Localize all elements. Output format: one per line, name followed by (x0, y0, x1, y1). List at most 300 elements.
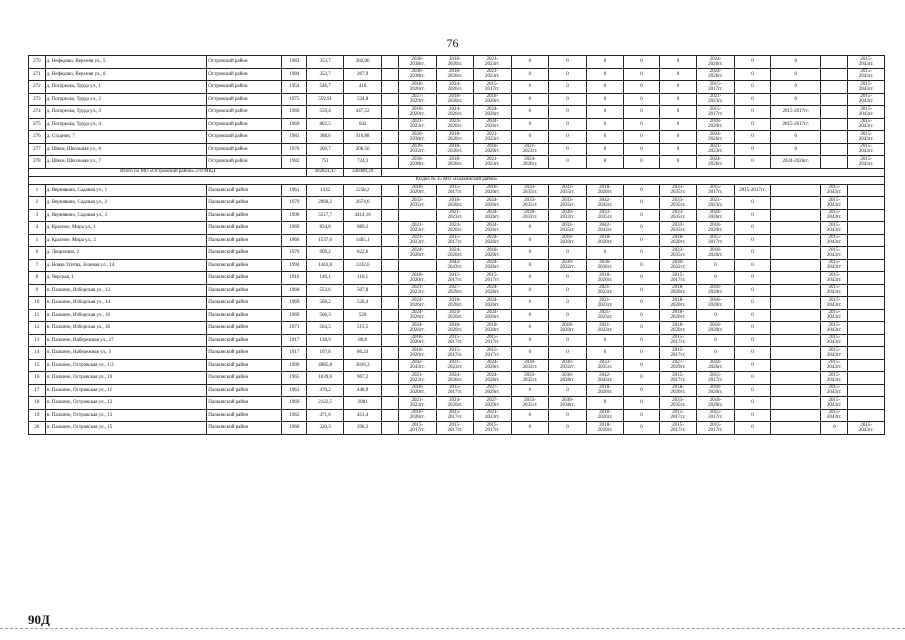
total-area: 260,7 (307, 143, 343, 156)
total-area: 388,6 (307, 131, 343, 144)
repair-period: 0 (697, 347, 735, 360)
repair-period: 0 (511, 68, 549, 81)
repair-period: 2018- 2020гг. (586, 234, 624, 247)
repair-period: 2015- 2017гг. (697, 422, 735, 435)
repair-period: 0 (659, 93, 697, 106)
repair-period: 2015- 2043гг. (821, 222, 848, 235)
empty-cell (382, 297, 399, 310)
repair-period: 2015- 2017гг. (474, 272, 512, 285)
repair-period (848, 197, 885, 210)
repair-period: 2015- 2017гг. (659, 272, 697, 285)
living-area: 80,8 (343, 334, 382, 347)
repair-period (399, 259, 437, 272)
repair-period: 0 (734, 106, 770, 119)
repair-period: 2018- 2020гг. (697, 397, 735, 410)
repair-period: 0 (624, 131, 659, 144)
repair-period (821, 131, 848, 144)
repair-period: 0 (734, 422, 770, 435)
district-name: Палкинский район (207, 409, 282, 422)
repair-period: 0 (734, 309, 770, 322)
repair-period (821, 118, 848, 131)
build-year: 1960 (282, 422, 307, 435)
repair-period: 2024- 2026гг. (436, 372, 474, 385)
schedule-table-frame (28, 55, 885, 596)
repair-period: 0 (549, 422, 587, 435)
repair-period (771, 234, 821, 247)
repair-period: 0 (624, 372, 659, 385)
repair-period: 0 (549, 68, 587, 81)
repair-period: 0 (511, 384, 549, 397)
repair-period: 2021- 2023гг. (474, 409, 512, 422)
repair-period: 2015- 2043гг. (821, 297, 848, 310)
repair-period: 0 (549, 131, 587, 144)
repair-period (821, 56, 848, 69)
total-area: 5517,7 (307, 209, 343, 222)
empty-cell (382, 184, 399, 197)
building-address: п. Палкино, Изборская ул., 12 (45, 284, 207, 297)
repair-period (771, 272, 821, 285)
repair-period: 2033- 2035гг. (511, 397, 549, 410)
repair-period: 2015- 2043гг. (821, 247, 848, 260)
row-number: 15 (29, 359, 46, 372)
repair-period: 2021- 2023гг. (697, 197, 735, 210)
row-number: 273 (29, 93, 46, 106)
repair-period: 2027- 2029гг. (474, 397, 512, 410)
repair-period: 2015- 2043гг. (821, 334, 848, 347)
repair-period: 2018- 2020гг. (436, 68, 474, 81)
table-row (29, 68, 885, 81)
repair-period: 2015- 2017гг. (474, 347, 512, 360)
repair-period: 0 (734, 272, 770, 285)
repair-period: 0 (624, 106, 659, 119)
repair-period: 2024- 2026гг. (697, 359, 735, 372)
table-body-ostrov (29, 56, 885, 169)
repair-period: 2018- 2020гг. (474, 322, 512, 335)
subtotal-empty (382, 168, 885, 176)
repair-period: 0 (586, 68, 624, 81)
repair-period: 2018- 2020гг. (586, 422, 624, 435)
repair-period: 0 (586, 247, 624, 260)
empty-cell (382, 372, 399, 385)
building-address: д. Погорелка, Труда ул., 4 (45, 118, 207, 131)
building-address: д. Красное, Мира ул., 2 (45, 234, 207, 247)
repair-period (771, 309, 821, 322)
row-number: 19 (29, 409, 46, 422)
repair-period (771, 372, 821, 385)
build-year: 1975 (282, 93, 307, 106)
repair-period: 2021- 2023гг. (399, 222, 437, 235)
repair-period: 0 (624, 118, 659, 131)
building-address: п. Палкино, Набережная ул., 17 (45, 334, 207, 347)
repair-period: 2018- 2020гг. (697, 118, 735, 131)
table-row (29, 309, 885, 322)
repair-period: 0 (511, 322, 549, 335)
repair-period (848, 234, 885, 247)
repair-period: 0 (624, 322, 659, 335)
repair-period: 0 (624, 81, 659, 94)
repair-period: 2024- 2026гг. (474, 197, 512, 210)
repair-period: 2018- 2020гг. (697, 222, 735, 235)
repair-period: 2036- 2038гг. (549, 372, 587, 385)
row-number: 3 (29, 209, 46, 222)
repair-period: 2030- 2032гг. (511, 359, 549, 372)
repair-period: 2018- 2020гг. (399, 334, 437, 347)
repair-period: 0 (624, 56, 659, 69)
repair-period: 2015- 2017гг. (436, 409, 474, 422)
repair-period (848, 334, 885, 347)
repair-period: 2021- 2023гг. (586, 309, 624, 322)
build-year: 1969 (282, 309, 307, 322)
repair-period: 2015- 2043гг. (848, 156, 885, 169)
repair-period (848, 397, 885, 410)
table-row (29, 93, 885, 106)
district-name: Палкинский район (207, 322, 282, 335)
row-number: 2 (29, 197, 46, 210)
repair-period: 2015- 2017гг. (436, 334, 474, 347)
repair-period (848, 297, 885, 310)
repair-period: 0 (511, 347, 549, 360)
repair-period: 0 (624, 284, 659, 297)
repair-period: 2027- 2029гг. (436, 284, 474, 297)
repair-period: 0 (734, 284, 770, 297)
repair-period: 0 (624, 359, 659, 372)
row-number: 16 (29, 372, 46, 385)
repair-period: 0 (549, 81, 587, 94)
repair-period: 2024- 2026гг. (436, 222, 474, 235)
repair-period: 2018- 2020гг. (549, 322, 587, 335)
row-number: 18 (29, 397, 46, 410)
living-area: 507,8 (343, 284, 382, 297)
repair-period: 2024- 2026гг. (511, 156, 549, 169)
repair-period: 0 (511, 259, 549, 272)
repair-period: 2036- 2038гг. (586, 259, 624, 272)
repair-period: 0 (511, 106, 549, 119)
repair-period: 2015- 2017гг. (436, 184, 474, 197)
repair-period: 0 (734, 347, 770, 360)
section-row (29, 176, 885, 184)
repair-period: 2015- 2043гг. (821, 409, 848, 422)
repair-period: 2015- 2017гг. (697, 234, 735, 247)
total-area: 566,2 (307, 297, 343, 310)
repair-period: 0 (659, 156, 697, 169)
building-address: д. Черская, 1 (45, 272, 207, 285)
total-area: 564,5 (307, 322, 343, 335)
total-area: 138,9 (307, 334, 343, 347)
build-year: 1962 (282, 409, 307, 422)
repair-period: 2018- 2020гг. (549, 234, 587, 247)
repair-period: 2033- 2035гг. (659, 197, 697, 210)
total-area: 559,4 (307, 106, 343, 119)
repair-period: 2015- 2017гг. (436, 272, 474, 285)
row-number: 14 (29, 347, 46, 360)
building-address: д. Шики, Школьная ул., 6 (45, 143, 207, 156)
repair-period: 2024- 2026гг. (697, 156, 735, 169)
repair-period: 2042- 2043гг. (586, 197, 624, 210)
row-number: 271 (29, 68, 46, 81)
repair-period: 0 (771, 81, 821, 94)
row-number: 274 (29, 106, 46, 119)
repair-period: 2015- 2043гг. (821, 284, 848, 297)
repair-period: 2018- 2020гг. (399, 409, 437, 422)
table-row (29, 259, 885, 272)
repair-period: 0 (549, 409, 587, 422)
repair-period: 2015- 2017гг. (436, 347, 474, 360)
living-area: 524,8 (343, 93, 382, 106)
table-row (29, 156, 885, 169)
repair-period: 2015- 2017гг. (697, 106, 735, 119)
repair-period: 2024- 2026гг. (436, 81, 474, 94)
living-area: 724,3 (343, 156, 382, 169)
empty-cell (382, 209, 399, 222)
repair-period (771, 197, 821, 210)
repair-period: 0 (734, 197, 770, 210)
build-year: 1969 (282, 118, 307, 131)
repair-period (848, 309, 885, 322)
repair-period: 0 (697, 272, 735, 285)
repair-period: 2027- 2029гг. (399, 93, 437, 106)
repair-period (821, 68, 848, 81)
living-area: 967,2 (343, 372, 382, 385)
repair-period: 0 (511, 422, 549, 435)
repair-period: 0 (659, 81, 697, 94)
repair-period: 0 (771, 143, 821, 156)
repair-period: 0 (624, 234, 659, 247)
district-name: Островский район (207, 143, 282, 156)
repair-period: 0 (586, 118, 624, 131)
repair-period: 2015- 2017гг. (474, 422, 512, 435)
building-address: п. Палкино, Островская ул., 1/2 (45, 359, 207, 372)
table-row (29, 247, 885, 260)
repair-period: 0 (511, 118, 549, 131)
repair-period: 2033- 2035гг. (586, 209, 624, 222)
total-area: 107,8 (307, 347, 343, 360)
empty-cell (382, 309, 399, 322)
repair-period: 0 (624, 93, 659, 106)
repair-period: 2018- 2020гг. (586, 272, 624, 285)
table-row (29, 56, 885, 69)
district-name: Островский район (207, 156, 282, 169)
living-area: 520,4 (343, 297, 382, 310)
table-row (29, 359, 885, 372)
building-address: д. Стадник, 7 (45, 131, 207, 144)
repair-period: 2024- 2026гг. (436, 106, 474, 119)
table-row (29, 143, 885, 156)
building-address: д. Нефедово, Верхняя ул., 5 (45, 56, 207, 69)
repair-period: 2018- 2020гг. (436, 131, 474, 144)
build-year: 1968 (282, 284, 307, 297)
repair-period: 2021- 2023гг. (436, 359, 474, 372)
repair-period: 2015- 2043гг. (848, 68, 885, 81)
repair-period: 0 (549, 156, 587, 169)
repair-period: 2015- 2043гг. (821, 359, 848, 372)
empty-cell (382, 284, 399, 297)
repair-period: 0 (549, 56, 587, 69)
repair-period (821, 106, 848, 119)
repair-period: 0 (734, 247, 770, 260)
repair-period: 2018- 2020гг. (659, 384, 697, 397)
build-year: 1983 (282, 131, 307, 144)
repair-period: 2021- 2023гг. (399, 118, 437, 131)
repair-period: 2018- 2020гг. (659, 234, 697, 247)
repair-period: 2018- 2020гг. (586, 184, 624, 197)
total-area: 2960,2 (307, 197, 343, 210)
repair-period: 2018- 2020гг. (697, 322, 735, 335)
living-area: 3816,3 (343, 359, 382, 372)
repair-period (848, 384, 885, 397)
repair-period: 0 (586, 131, 624, 144)
repair-period: 2024-2026гг. (771, 156, 821, 169)
repair-period: 2021- 2023гг. (474, 131, 512, 144)
row-number: 13 (29, 334, 46, 347)
total-area: 834,8 (307, 222, 343, 235)
repair-period (771, 222, 821, 235)
repair-schedule-table (28, 55, 885, 435)
build-year: 1916 (282, 272, 307, 285)
building-address: п. Палкино, Островская ул., 11 (45, 384, 207, 397)
repair-period: 2033- 2035гг. (659, 397, 697, 410)
repair-period: 2018- 2020гг. (659, 309, 697, 322)
section-heading: Раздел № 15 МО «Палкинский район» (29, 176, 885, 184)
living-area: 1332,6 (343, 259, 382, 272)
repair-period: 0 (734, 222, 770, 235)
build-year: 1969 (282, 222, 307, 235)
living-area: 642 (343, 118, 382, 131)
repair-period: 2015- 2043гг. (848, 56, 885, 69)
repair-period (771, 297, 821, 310)
repair-period: 2021- 2023гг. (586, 297, 624, 310)
repair-period: 2018- 2020гг. (586, 384, 624, 397)
table-row (29, 409, 885, 422)
district-name: Палкинский район (207, 384, 282, 397)
repair-period: 0 (659, 106, 697, 119)
repair-period: 0 (624, 409, 659, 422)
repair-period: 0 (511, 297, 549, 310)
repair-period: 2024- 2026гг. (474, 106, 512, 119)
living-area: 4414,16 (343, 209, 382, 222)
repair-period: 2015- 2043гг. (821, 209, 848, 222)
repair-period: 0 (734, 209, 770, 222)
build-year: 1965 (282, 372, 307, 385)
repair-period: 2015-2017гг. (734, 184, 770, 197)
repair-period: 0 (624, 384, 659, 397)
empty-cell (382, 234, 399, 247)
repair-period: 2018- 2020гг. (436, 297, 474, 310)
empty-cell (382, 93, 399, 106)
repair-period (771, 384, 821, 397)
repair-period: 2021- 2023гг. (697, 93, 735, 106)
repair-period: 0 (511, 309, 549, 322)
bottom-dashed-line (0, 628, 905, 629)
repair-period: 2024- 2026гг. (474, 297, 512, 310)
total-area: 4085,8 (307, 359, 343, 372)
table-row (29, 397, 885, 410)
repair-period: 0 (734, 118, 770, 131)
district-name: Островский район (207, 68, 282, 81)
empty-cell (382, 334, 399, 347)
repair-period (399, 209, 437, 222)
build-year: 1969 (282, 106, 307, 119)
repair-period: 0 (586, 397, 624, 410)
repair-period: 0 (624, 143, 659, 156)
repair-period: 2042- 2043гг. (399, 359, 437, 372)
empty-cell (382, 272, 399, 285)
repair-period: 2042- 2043гг. (586, 372, 624, 385)
repair-period: 2015-2017гг. (771, 106, 821, 119)
repair-period: 2033- 2035гг. (586, 359, 624, 372)
repair-period: 2018- 2020гг. (436, 197, 474, 210)
repair-period: 0 (734, 384, 770, 397)
repair-period: 2015- 2043гг. (821, 272, 848, 285)
repair-period: 2024- 2026гг. (399, 297, 437, 310)
table-row (29, 234, 885, 247)
repair-period: 2024- 2026гг. (474, 118, 512, 131)
repair-period: 0 (659, 131, 697, 144)
repair-period (771, 284, 821, 297)
build-year: 1990 (282, 359, 307, 372)
repair-period: 2018- 2020гг. (697, 284, 735, 297)
total-area: 566,3 (307, 309, 343, 322)
district-name: Палкинский район (207, 297, 282, 310)
building-address: п. Палкино, Островская ул., 10 (45, 372, 207, 385)
repair-period: 0 (734, 131, 770, 144)
total-area: 1039,6 (307, 372, 343, 385)
repair-period: 2015- 2017гг. (659, 334, 697, 347)
table-body-palkino (29, 184, 885, 434)
empty-cell (382, 68, 399, 81)
build-year: 1917 (282, 347, 307, 360)
repair-period: 2024- 2026гг. (474, 234, 512, 247)
district-name: Палкинский район (207, 272, 282, 285)
building-address: д. Нефедово, Верхняя ул., 8 (45, 68, 207, 81)
repair-period: 2024- 2026гг. (399, 309, 437, 322)
repair-period: 2018- 2020гг. (436, 143, 474, 156)
table-row (29, 222, 885, 235)
repair-period: 2036- 2038гг. (399, 56, 437, 69)
district-name: Палкинский район (207, 259, 282, 272)
repair-period: 2033- 2035гг. (659, 222, 697, 235)
repair-period: 2033- 2035гг. (399, 197, 437, 210)
empty-cell (382, 247, 399, 260)
district-name: Палкинский район (207, 197, 282, 210)
district-name: Островский район (207, 106, 282, 119)
total-area: 471,6 (307, 409, 343, 422)
repair-period: 2036- 2038гг. (399, 156, 437, 169)
build-year: 1969 (282, 297, 307, 310)
repair-period: 0 (659, 118, 697, 131)
repair-period: 0 (624, 156, 659, 169)
repair-period: 2015- 2043гг. (821, 234, 848, 247)
table-row (29, 322, 885, 335)
repair-period: 2033- 2035гг. (659, 209, 697, 222)
repair-period: 2018- 2020гг. (399, 106, 437, 119)
repair-period: 0 (586, 143, 624, 156)
repair-period (848, 247, 885, 260)
repair-period: 2015- 2043гг. (821, 322, 848, 335)
repair-period (771, 334, 821, 347)
repair-period: 2018- 2020гг. (659, 322, 697, 335)
row-number: 11 (29, 309, 46, 322)
table-row (29, 209, 885, 222)
repair-period: 2024- 2026гг. (697, 68, 735, 81)
page-number: 76 (446, 36, 459, 50)
repair-period (771, 347, 821, 360)
repair-period: 2015- 2017гг. (436, 234, 474, 247)
living-area: 1258,2 (343, 184, 382, 197)
repair-period: 0 (659, 143, 697, 156)
repair-period: 2036- 2038гг. (399, 131, 437, 144)
repair-period (848, 372, 885, 385)
living-area: 622,6 (343, 247, 382, 260)
